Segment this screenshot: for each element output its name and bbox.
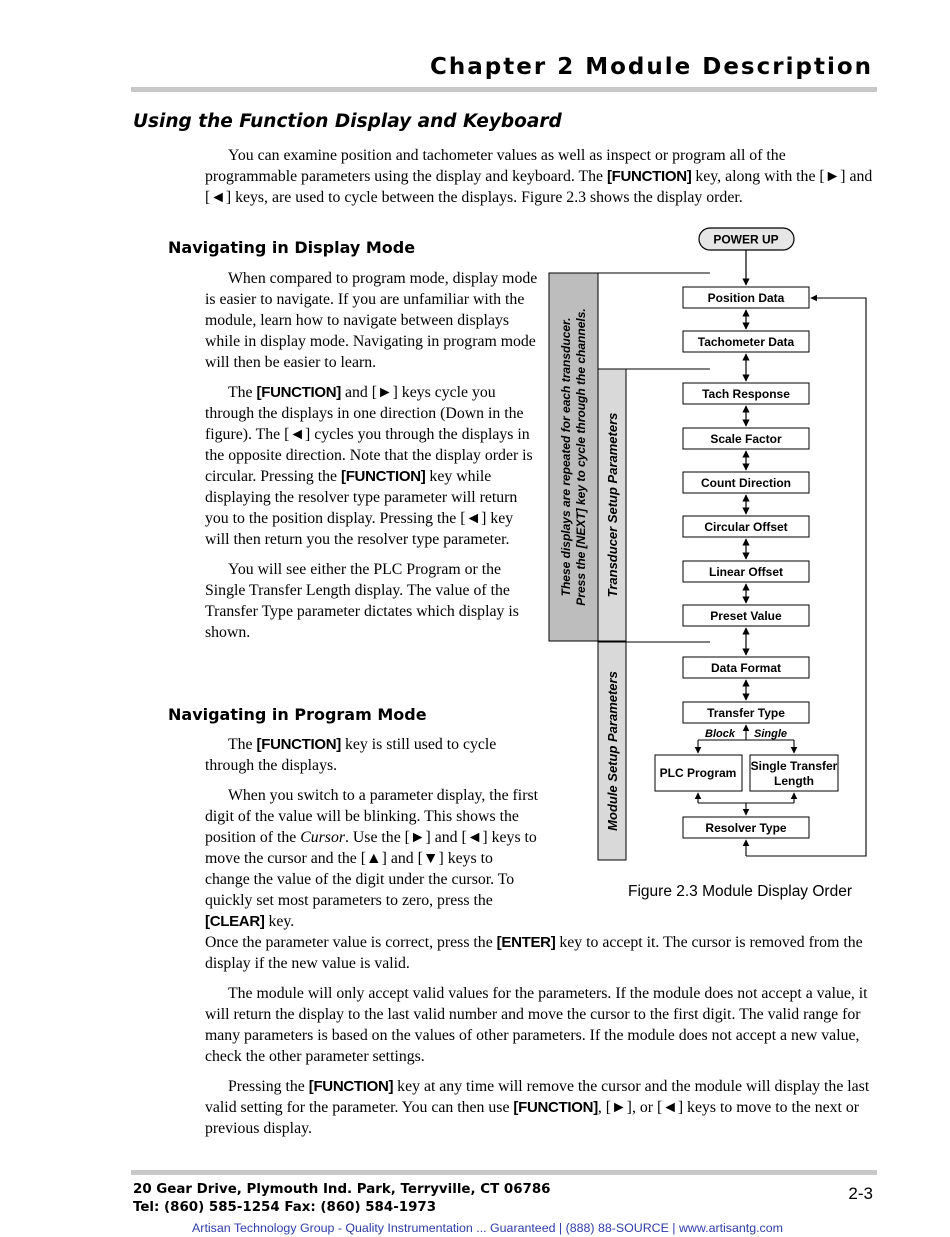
transfer-type-label: Transfer Type <box>707 706 785 720</box>
scale-factor-label: Scale Factor <box>710 432 782 446</box>
preset-value-label: Preset Value <box>710 609 782 623</box>
data-format-label: Data Format <box>710 661 782 675</box>
side-repeat-line-2: Press the [NEXT] key to cycle through the channels. <box>574 308 588 606</box>
figure-caption: Figure 2.3 Module Display Order <box>628 883 852 900</box>
display-mode-p2: The [FUNCTION] and [►] keys cycle you through the displays in one direction (Down in the figure). The [◄] cycles you through the displays in the opposite direction. Note that the display order is circular. Pressing the [FUNCTION] key while displaying the resolver type parameter will return you to the position display. Pressing the [◄] key will then return you the resolver type parameter. <box>205 384 533 548</box>
program-mode-p2: When you switch to a parameter display, the first digit of the value will be blinking. This shows the position of the Cursor. Use the [►] and [◄] keys to move the cursor and the [▲] and [▼] keys to change the value of the digit under the cursor. To quickly set most parameters to zero, press the [CLEAR] key. <box>205 787 538 930</box>
circular-offset-label: Circular Offset <box>704 520 788 534</box>
tachometer-data-label: Tachometer Data <box>697 335 795 349</box>
program-mode-p1: The [FUNCTION] key is still used to cycle through the displays. <box>205 736 497 774</box>
display-mode-heading: Navigating in Display Mode <box>168 238 416 257</box>
branch-block-label: Block <box>705 728 735 740</box>
section-title: Using the Function Display and Keyboard <box>133 111 562 132</box>
program-mode-heading: Navigating in Program Mode <box>168 705 427 724</box>
program-mode-p4: Pressing the [FUNCTION] key at any time will remove the cursor and the module will display the last valid setting for the parameter. You can then use [FUNCTION], [►], or [◄] keys to move to the next or previous display. <box>205 1078 870 1137</box>
side-repeat-line-1: These displays are repeated for each transducer. <box>559 317 573 597</box>
linear-offset-label: Linear Offset <box>708 565 784 579</box>
display-mode-p1: When compared to program mode, display mode is easier to navigate. If you are unfamiliar with the module, learn how to navigate between displays while in display mode. Navigating in program mode will then be easier to learn. <box>205 270 538 371</box>
display-mode-p3: You will see either the PLC Program or the Single Transfer Length display. The value of the Transfer Type parameter dictates which display is shown. <box>205 561 519 641</box>
single-transfer-label-1: Single Transfer <box>750 759 838 773</box>
artisan-footer-link[interactable]: Artisan Technology Group - Quality Instrumentation ... Guaranteed | (888) 88-SOURCE | www.artisantg.com <box>192 1221 783 1235</box>
single-transfer-label-2: Length <box>774 774 814 788</box>
footer-phone: Tel: (860) 585-1254 Fax: (860) 584-1973 <box>133 1200 437 1215</box>
side-transducer-label: Transducer Setup Parameters <box>605 412 620 598</box>
function-key-label: [FUNCTION] <box>606 168 692 185</box>
tach-response-label: Tach Response <box>702 387 790 401</box>
branch-single-label: Single <box>754 728 788 740</box>
chapter-title: Chapter 2 Module Description <box>430 54 873 80</box>
intro-text-1: You can examine position and tachometer values as well as inspect or program all of the programmable parameters using the display and keyboard. The <box>205 147 786 185</box>
page-number: 2-3 <box>848 1184 873 1203</box>
position-data-label: Position Data <box>707 291 785 305</box>
program-mode-p3: The module will only accept valid values for the parameters. If the module does not accept a value, it will return the display to the last valid number and move the cursor to the first digit. The valid range for many parameters is based on the values of other parameters. If the module does not accept a new value, check the other parameter settings. <box>205 985 868 1065</box>
program-mode-p2-cont: Once the parameter value is correct, press the [ENTER] key to accept it. The cursor is removed from the display if the new value is valid. <box>205 934 863 972</box>
resolver-type-label: Resolver Type <box>705 821 787 835</box>
plc-program-label: PLC Program <box>659 766 737 780</box>
footer-rule <box>131 1170 877 1175</box>
power-up-label: POWER UP <box>713 232 779 247</box>
footer-address: 20 Gear Drive, Plymouth Ind. Park, Terryville, CT 06786 <box>133 1182 551 1197</box>
side-module-label: Module Setup Parameters <box>605 671 620 831</box>
intro-text-2: key, along with the [►] and [◄] keys, are used to cycle between the displays. Figure 2.3 shows the display order. <box>205 168 873 206</box>
count-direction-label: Count Direction <box>701 476 791 490</box>
footer-address-block <box>133 1181 550 1217</box>
